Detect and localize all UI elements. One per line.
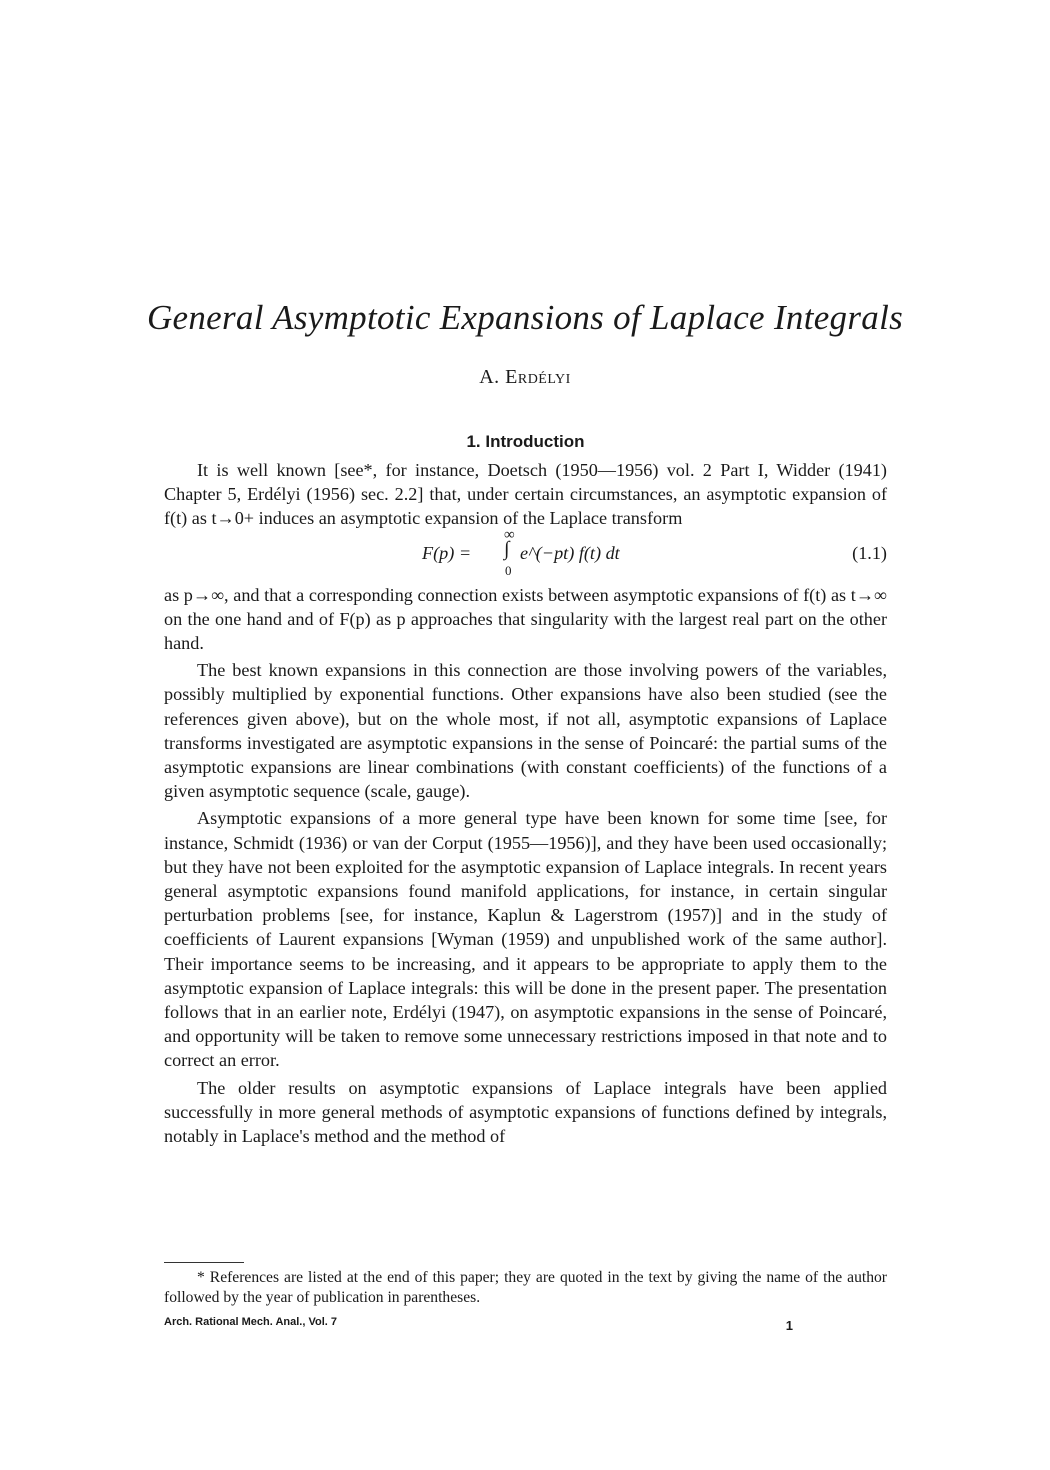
journal-citation: Arch. Rational Mech. Anal., Vol. 7 bbox=[164, 1316, 337, 1328]
paragraph-4: Asymptotic expansions of a more general type have been known for some time [see, for instance, Schmidt (1936) or van der Corput (1955—1956)], and they have been used occasionally; but they have not been exploited for the asymptotic expansion of Laplace integrals. In recent years general asymptotic expansions found manifold applications, for instance, in certain singular perturbation problems [see, for instance, Kaplun & Lagerstrom (1957)] and in the study of coefficients of Laurent expansions [Wyman (1959) and unpublished work of the same author]. Their importance seems to be increasing, and it appears to be appropriate to apply them to the asymptotic expansion of Laplace integrals: this will be done in the present paper. The presentation follows that in an earlier note, Erdélyi (1947), on asymptotic expansions in the sense of Poincaré, and opportunity will be taken to remove some unnecessary restrictions imposed in that note and to correct an error. bbox=[164, 808, 887, 1071]
paragraph-3: The best known expansions in this connection are those involving powers of the variables, possibly multiplied by exponential functions. Other expansions have also been studied (see the references given above), but on the whole most, if not all, asymptotic expansions of Laplace transforms investigated are asymptotic expansions in the sense of Poincaré: the partial sums of the asymptotic expansions are linear combinations (with constant coefficients) of the functions of a given asymptotic sequence (scale, gauge). bbox=[164, 660, 887, 802]
equation-integrand: e^(−pt) f(t) dt bbox=[520, 542, 620, 563]
paper-title: General Asymptotic Expansions of Laplace Integrals bbox=[146, 298, 904, 337]
equation-number: (1.1) bbox=[852, 542, 887, 563]
paragraph-1: It is well known [see*, for instance, Doetsch (1950—1956) vol. 2 Part I, Widder (1941) Chapter 5, Erdélyi (1956) sec. 2.2] that, under certain circumstances, an asymptotic expansion of f(t) as t→0+ induces an asymptotic expansion of the Laplace transform bbox=[164, 460, 887, 529]
footnote: * References are listed at the end of this paper; they are quoted in the text by giving the name of the author followed by the year of publication in parentheses. bbox=[164, 1269, 887, 1306]
equation-lhs: F(p) = bbox=[422, 542, 472, 563]
section-heading: 1. Introduction bbox=[466, 432, 585, 451]
integral-upper-limit: ∞ bbox=[504, 526, 515, 543]
footnote-rule bbox=[164, 1262, 244, 1263]
paper-body bbox=[164, 458, 887, 1148]
author-name: A. Erdélyi bbox=[479, 366, 571, 388]
page-number: 1 bbox=[785, 1318, 793, 1333]
paragraph-2: as p→∞, and that a corresponding connection exists between asymptotic expansions of f(t) as t→∞ on the one hand and of F(p) as p approaches that singularity with the largest real part on the other hand. bbox=[164, 584, 887, 654]
integral-lower-limit: 0 bbox=[505, 562, 512, 578]
equation-1-1 bbox=[164, 526, 887, 578]
paragraph-5: The older results on asymptotic expansions of Laplace integrals have been applied successfully in more general methods of asymptotic expansions of functions defined by integrals, notably in Laplace's method and the method of bbox=[164, 1077, 887, 1147]
integral-sign: ∫ bbox=[504, 537, 510, 560]
